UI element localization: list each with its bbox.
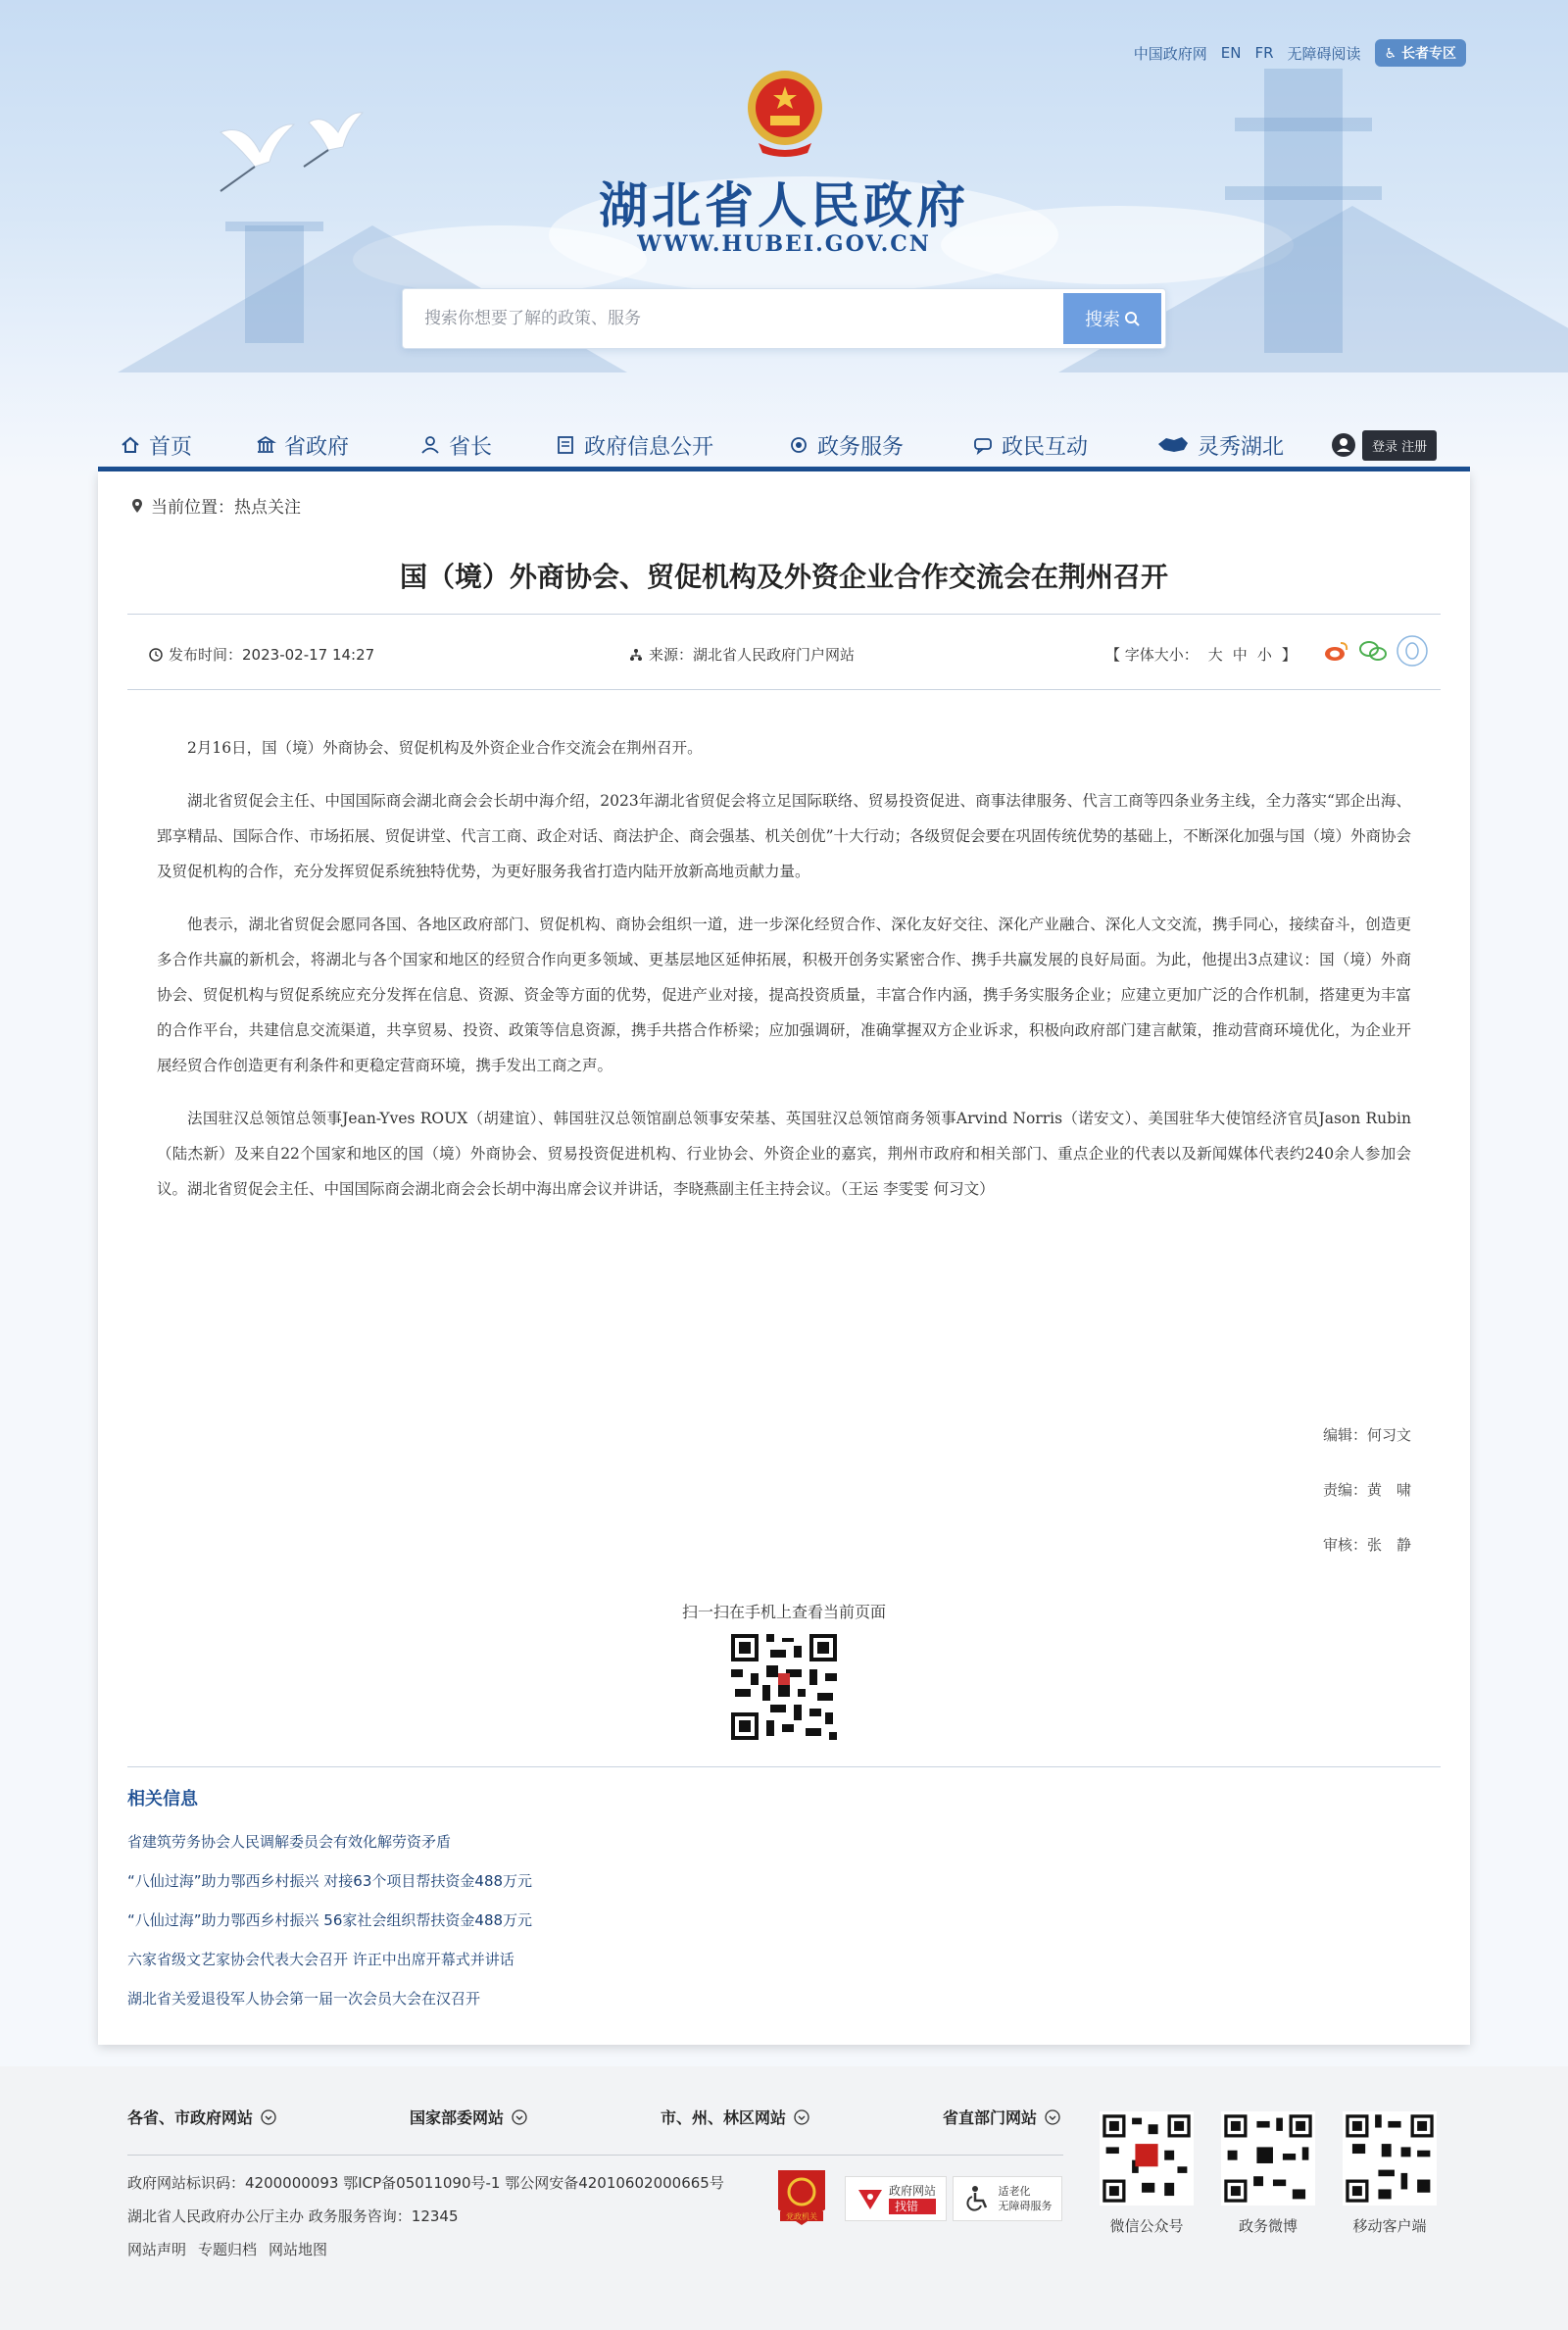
top-links — [1134, 39, 1466, 67]
person-icon — [419, 434, 441, 456]
footer-links — [127, 2239, 327, 2259]
main-nav — [98, 416, 1470, 474]
footer-divider — [127, 2155, 1063, 2156]
chevron-down-icon — [512, 2109, 527, 2125]
nav-interaction-label: 政民互动 — [1002, 434, 1089, 460]
nav-governor-label: 省长 — [449, 434, 493, 460]
footer-link-sitemap[interactable]: 网站地图 — [269, 2241, 328, 2258]
nav-gov-service[interactable] — [788, 430, 904, 461]
editor: 编辑：何习文 — [1322, 1426, 1411, 1444]
nav-home[interactable] — [120, 430, 192, 461]
responsible-editor: 责编：黄 啸 — [1322, 1481, 1411, 1499]
party-gov-badge[interactable] — [774, 2166, 829, 2229]
weibo-qr-icon — [1221, 2111, 1315, 2206]
report-error-line1: 政府网站 — [888, 2184, 936, 2198]
nav-home-label: 首页 — [149, 434, 193, 460]
source-label: 来源： — [649, 646, 694, 664]
meta-divider — [127, 689, 1441, 690]
search-icon — [1124, 311, 1140, 326]
font-size-end: 】 — [1281, 646, 1297, 664]
breadcrumb-current[interactable]: 热点关注 — [234, 498, 301, 518]
font-size-small[interactable]: 小 — [1256, 646, 1272, 664]
source-value: 湖北省人民政府门户网站 — [693, 646, 856, 664]
qr-wechat-label: 微信公众号 — [1109, 2217, 1184, 2235]
weibo-icon[interactable] — [1323, 639, 1350, 663]
article-card — [98, 471, 1470, 2045]
footer-province-sites[interactable] — [127, 2106, 276, 2128]
related-item[interactable]: 省建筑劳务协会人民调解委员会有效化解劳资矛盾 — [127, 1833, 452, 1851]
login-register-button[interactable]: 登录 注册 — [1362, 430, 1437, 461]
font-size-controls — [1105, 644, 1297, 665]
elder-icon: ♿ — [1384, 46, 1397, 62]
qr-weibo[interactable] — [1221, 2111, 1315, 2236]
search-button-label: 搜索 — [1085, 310, 1120, 330]
article-paragraph: 湖北省贸促会主任、中国国际商会湖北商会会长胡中海介绍，2023年湖北省贸促会将立足国际联络、贸易投资促进、商事法律服务、代言工商等四条业务主线，全力落实“郢企出海、郢享精品、国际合作、市场拓展、贸促讲堂、代言工商、政企对话、商法护企、商会强基、机关创优”十大行动；各级贸促会要在巩固传统优势的基础上，不断深化加强与国（境）外商协会及贸促机构的合作，充分发挥贸促系统独特优势，为更好服务我省打造内陆开放新高地贡献力量。 — [157, 792, 1411, 880]
publish-time — [149, 644, 374, 665]
nav-governor[interactable] — [419, 430, 492, 461]
article-paragraph: 2月16日，国（境）外商协会、贸促机构及外资企业合作交流会在荆州召开。 — [187, 739, 703, 757]
article-title: 国（境）外商协会、贸促机构及外资企业合作交流会在荆州召开 — [399, 561, 1168, 593]
auditor: 审核：张 静 — [1322, 1536, 1411, 1554]
party-gov-badge-label: 党政机关 — [786, 2212, 817, 2221]
nav-province-gov-label: 省政府 — [284, 434, 350, 460]
search-box — [402, 288, 1166, 349]
chevron-down-icon — [1045, 2109, 1060, 2125]
font-size-label: 【 字体大小： — [1105, 646, 1199, 664]
share-buttons — [1323, 634, 1429, 668]
footer-department-sites[interactable] — [943, 2106, 1060, 2128]
footer-head-label: 市、州、林区网站 — [661, 2108, 787, 2127]
qr-mobile-app-label: 移动客户端 — [1352, 2217, 1427, 2235]
footer-host: 湖北省人民政府办公厅主办 政务服务咨询：12345 — [127, 2207, 459, 2225]
document-icon — [555, 434, 576, 456]
search-button[interactable] — [1063, 293, 1161, 344]
clock-icon — [149, 648, 163, 662]
top-link-en[interactable]: EN — [1220, 44, 1242, 62]
article-paragraph: 法国驻汉总领馆总领事Jean-Yves ROUX（胡建谊）、韩国驻汉总领馆副总领事安荣基、英国驻汉总领馆商务领事Arvind Norris（诺安文）、美国驻华大使馆经济官员Jason Rubin（陆杰新）及来自22个国家和地区的国（境）外商协会、贸易投资促进机构、行业协会、外资企业的嘉宾，荆州市政府和相关部门、重点企业的代表以及新闻媒体代表约240余人参加会议。湖北省贸促会主任、中国国际商会湖北商会会长胡中海出席会议并讲话，李晓燕副主任主持会议。（王运 李雯雯 何习文） — [157, 1110, 1411, 1198]
related-list — [127, 1822, 532, 2018]
elder-zone-button[interactable] — [1375, 39, 1466, 67]
footer-ministry-sites[interactable] — [410, 2106, 527, 2128]
publish-label: 发布时间： — [169, 646, 243, 664]
wechat-icon[interactable] — [1358, 639, 1388, 663]
font-size-medium[interactable]: 中 — [1232, 646, 1248, 664]
breadcrumb — [131, 493, 301, 518]
user-area — [1331, 430, 1437, 461]
elder-zone-label: 长者专区 — [1401, 46, 1456, 62]
building-icon — [255, 434, 276, 456]
top-link-accessible[interactable]: 无障碍阅读 — [1287, 44, 1361, 63]
qr-label: 扫一扫在手机上查看当前页面 — [681, 1603, 886, 1621]
nav-interaction[interactable] — [972, 430, 1088, 461]
chevron-down-icon — [794, 2109, 809, 2125]
chat-icon — [972, 434, 994, 456]
nav-gov-info[interactable] — [555, 430, 713, 461]
report-error-icon — [856, 2184, 885, 2213]
hubei-map-icon — [1156, 434, 1190, 456]
qr-wechat[interactable] — [1100, 2111, 1194, 2236]
nav-lingxiu-hubei-label: 灵秀湖北 — [1198, 434, 1285, 460]
accessibility-text — [999, 2184, 1053, 2213]
site-title: 湖北省人民政府 — [599, 176, 969, 234]
site-url: WWW.HUBEI.GOV.CN — [637, 231, 931, 257]
top-link-gov[interactable]: 中国政府网 — [1133, 44, 1207, 63]
nav-gov-service-label: 政务服务 — [817, 434, 905, 460]
search-input[interactable] — [403, 289, 1065, 348]
report-error-line2: 找错 — [889, 2199, 936, 2214]
footer-registration: 政府网站标识码：4200000093 鄂ICP备05011090号-1 鄂公网安备42010602000665号 — [127, 2174, 724, 2192]
top-link-fr[interactable]: FR — [1254, 44, 1274, 62]
breadcrumb-label: 当前位置： — [151, 498, 234, 518]
accessibility-line1: 适老化 — [998, 2185, 1031, 2198]
page-qr-code-icon — [727, 1630, 841, 1744]
source-info — [629, 644, 855, 665]
footer-link-archive[interactable]: 专题归档 — [198, 2241, 258, 2258]
mobile-app-qr-icon — [1343, 2111, 1437, 2206]
national-emblem-icon — [741, 67, 829, 161]
nav-gov-info-label: 政府信息公开 — [584, 434, 714, 460]
related-item[interactable]: 六家省级文艺家协会代表大会召开 许正中出席开幕式并讲话 — [127, 1951, 514, 1968]
article-paragraph: 他表示，湖北省贸促会愿同各国、各地区政府部门、贸促机构、商协会组织一道，进一步深化经贸合作、深化友好交往、深化产业融合、深化人文交流，携手同心，接续奋斗，创造更多合作共赢的新机会，将湖北与各个国家和地区的经贸合作向更多领域、更基层地区延伸拓展，积极开创务实紧密合作、携手共赢发展的良好局面。为此，他提出3点建议：国（境）外商协会、贸促机构与贸促系统应充分发挥在信息、资源、资金等方面的优势，促进产业对接，提高投资质量，丰富合作内涵，携手务实服务企业；应建立更加广泛的合作机制，搭建更为丰富的合作平台，共建信息交流渠道，共享贸易、投资、政策等信息资源，携手共搭合作桥梁；应加强调研，准确掌握双方企业诉求，积极向政府部门建言献策，推动营商环境优化，为企业开展经贸合作创造更有利条件和更稳定营商环境，携手发出工商之声。 — [157, 916, 1411, 1074]
report-error-badge[interactable] — [845, 2176, 947, 2221]
article-body — [157, 730, 1411, 1224]
accessibility-line2: 无障碍服务 — [998, 2200, 1053, 2212]
font-size-big[interactable]: 大 — [1207, 646, 1223, 664]
related-title: 相关信息 — [127, 1789, 198, 1809]
footer-head-label: 各省、市政府网站 — [127, 2108, 254, 2127]
publish-time-value: 2023-02-17 14:27 — [242, 645, 375, 664]
footer — [0, 2066, 1568, 2330]
qq-icon[interactable] — [1396, 634, 1429, 668]
party-gov-badge-icon — [774, 2166, 829, 2229]
footer-head-label: 省直部门网站 — [943, 2108, 1038, 2127]
footer-head-label: 国家部委网站 — [410, 2108, 505, 2127]
footer-link-statement[interactable]: 网站声明 — [127, 2241, 187, 2258]
location-pin-icon — [131, 498, 143, 514]
accessibility-badge[interactable] — [953, 2176, 1062, 2221]
nav-lingxiu-hubei[interactable] — [1156, 430, 1284, 461]
tower-shape — [1235, 118, 1372, 131]
footer-city-sites[interactable] — [661, 2106, 809, 2128]
wechat-qr-icon — [1100, 2111, 1194, 2206]
related-item[interactable]: 湖北省关爱退役军人协会第一届一次会员大会在汉召开 — [127, 1990, 481, 2008]
sitemap-icon — [629, 648, 643, 662]
related-item[interactable]: “八仙过海”助力鄂西乡村振兴 56家社会组织帮扶资金488万元 — [127, 1911, 533, 1929]
header-banner — [0, 0, 1568, 480]
qr-weibo-label: 政务微博 — [1238, 2217, 1298, 2235]
qr-mobile-app[interactable] — [1343, 2111, 1437, 2236]
nav-province-gov[interactable] — [255, 430, 349, 461]
report-error-text — [889, 2183, 936, 2214]
wheelchair-icon — [963, 2184, 993, 2213]
chevron-down-icon — [261, 2109, 276, 2125]
related-divider — [127, 1766, 1441, 1767]
service-icon — [788, 434, 809, 456]
user-avatar-icon — [1331, 432, 1356, 458]
related-item[interactable]: “八仙过海”助力鄂西乡村振兴 对接63个项目帮扶资金488万元 — [127, 1872, 533, 1890]
title-divider — [127, 614, 1441, 615]
home-icon — [120, 434, 141, 456]
